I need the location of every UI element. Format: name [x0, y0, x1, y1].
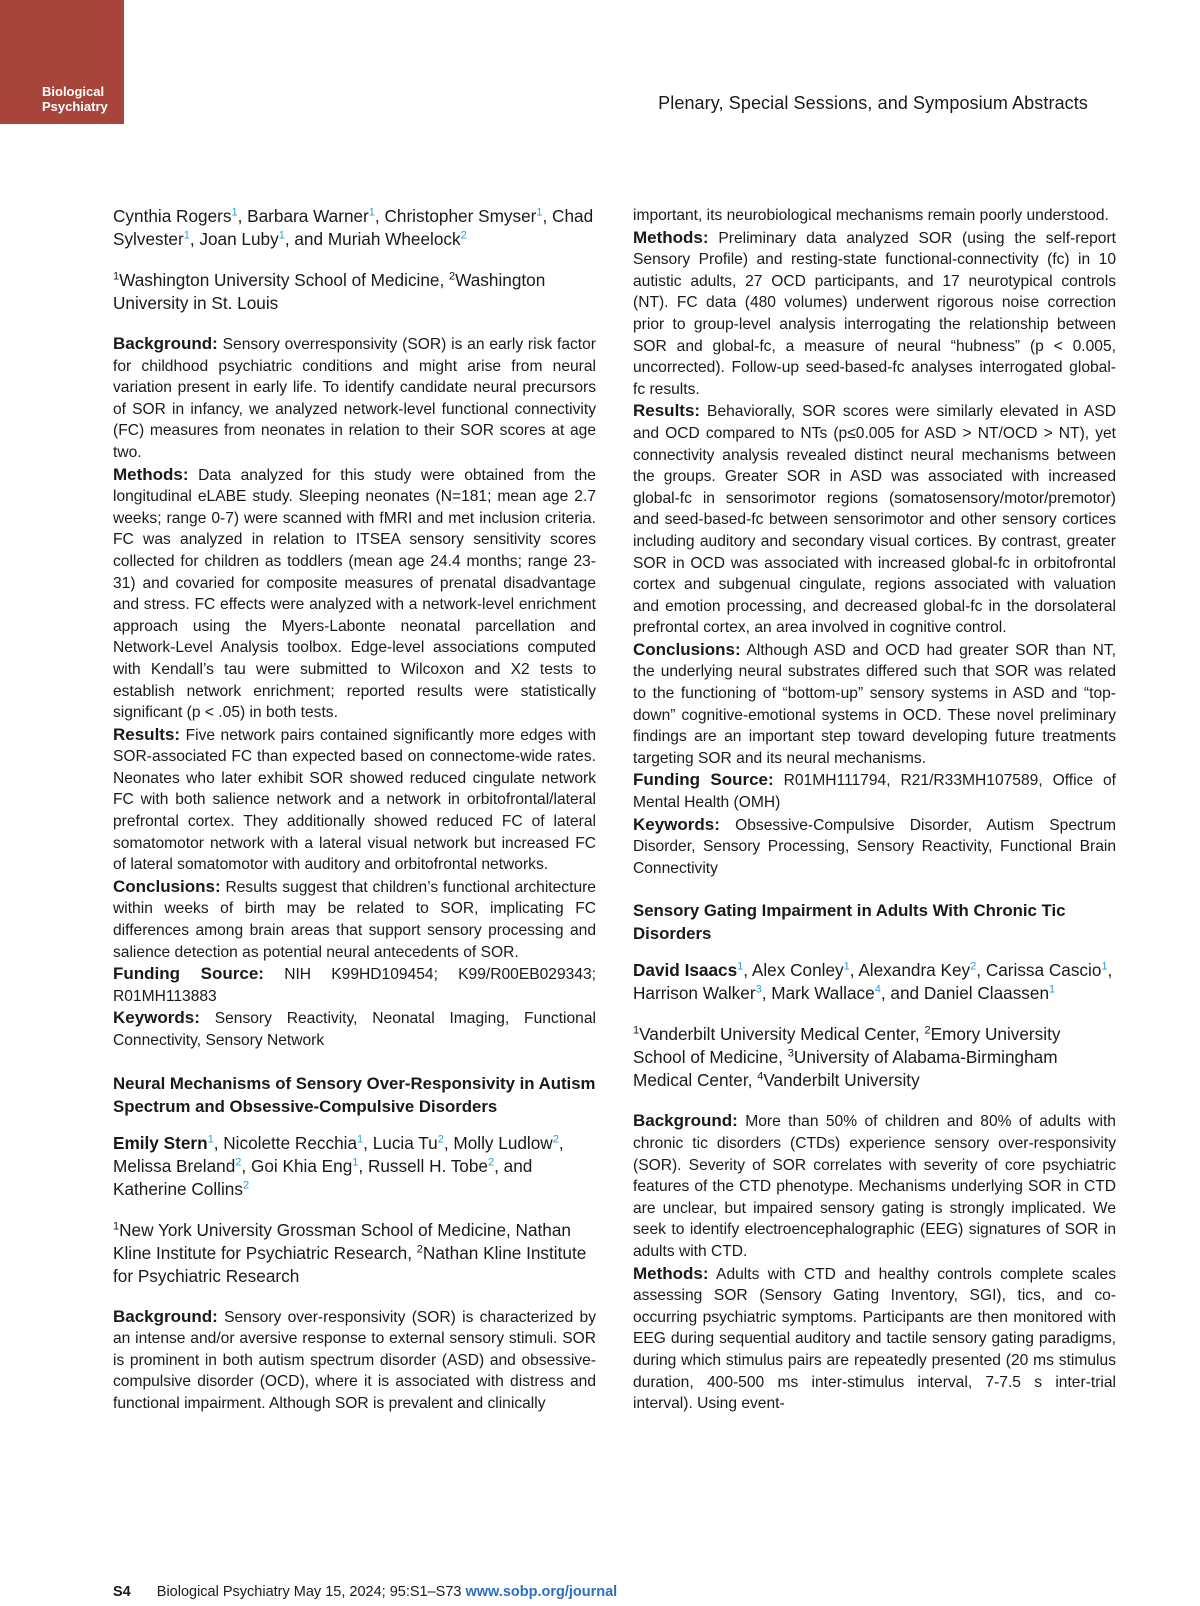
author-affiliation-mark: 1: [357, 1132, 364, 1145]
author-affiliation-mark: 2: [460, 229, 467, 242]
journal-link[interactable]: www.sobp.org/journal: [465, 1584, 618, 1600]
author-name: Melissa Breland: [113, 1155, 236, 1176]
abstract2-background: [113, 1306, 596, 1415]
author-name: Molly Ludlow: [453, 1132, 553, 1153]
abstract3-title: Sensory Gating Impairment in Adults With Chronic Tic Disorders: [633, 901, 1066, 944]
author-affiliation-mark: 1: [1049, 983, 1056, 996]
section-text: Sensory overresponsivity (SOR) is an early risk factor for childhood psychiatric conditions and might arise from neural variation present in early life. To identify candidate neural precursors of SOR in infancy, we analyzed network-level functional connectivity (FC) measures from neonates in relation to their SOR scores at age two.: [113, 336, 596, 461]
left-column: [113, 205, 596, 1415]
author-name: Daniel Claassen: [923, 983, 1050, 1004]
journal-name-line2: Psychiatry: [42, 99, 108, 114]
author-separator: , and: [880, 983, 924, 1004]
abstract-section: [113, 724, 596, 876]
affiliation-number: 4: [757, 1070, 764, 1083]
section-text: important, its neurobiological mechanisms remain poorly understood.: [633, 207, 1109, 224]
author-affiliation-mark: 2: [552, 1132, 559, 1145]
section-text: Results suggest that children’s functional architecture within weeks of birth may be related to SOR, implicating FC differences among brain areas that support sensory processing and salience detection as potential neural antecedents of SOR.: [113, 878, 596, 961]
section-text: Data analyzed for this study were obtained from the longitudinal eLABE study. Sleeping neonates (N=181; mean age 2.7 weeks; range 0-7) were scanned with fMRI and met inclusion criteria. FC was analyzed in relation to ITSEA sensory sensitivity scores collected for children as toddlers (mean age 24.4 months; range 23-31) and covaried for composite measures of prenatal disadvantage and stress. FC effects were analyzed with a network-level enrichment approach using the Myers-Labonte neonatal parcellation and Network-Level Analysis toolbox. Edge-level associations computed with Kendall’s tau were submitted to Wilcoxon and X2 tests to establish network enrichment; reported results were statistically significant (p < .05) in both tests.: [113, 466, 596, 722]
section-text: R01MH111794, R21/R33MH107589, Office of Mental Health (OMH): [633, 772, 1116, 812]
section-heading: Methods:: [633, 1263, 709, 1283]
section-heading: Background:: [113, 334, 218, 353]
author-affiliation-mark: 4: [874, 983, 881, 996]
author-separator: ,: [743, 960, 752, 981]
author-name: Katherine Collins: [113, 1178, 243, 1199]
author-affiliation-mark: 1: [368, 206, 375, 219]
author-name: Harrison Walker: [633, 983, 756, 1004]
affiliation-number: 2: [924, 1024, 931, 1037]
author-separator: ,: [358, 1155, 368, 1176]
affiliation-text: Vanderbilt University: [763, 1070, 920, 1091]
right-column: [633, 205, 1116, 1415]
section-text: Sensory over-responsivity (SOR) is characterized by an intense and/or aversive response to external sensory stimuli. SOR is prominent in both autism spectrum disorder (ASD) and obsessive-compulsive disorder (OCD), where it is associated with distress and functional impairment. Although SOR is prevalent and clinically: [113, 1308, 596, 1412]
author-separator: ,: [1107, 960, 1113, 981]
author-affiliation-mark: 1: [352, 1155, 359, 1168]
author-separator: ,: [241, 1155, 251, 1176]
abstract-section: [113, 464, 596, 724]
abstract-section: [633, 1263, 1116, 1415]
abstract2-background-continued: [633, 205, 1116, 227]
author-separator: ,: [558, 1132, 564, 1153]
author-affiliation-mark: 1: [278, 229, 285, 242]
section-text: Although ASD and OCD had greater SOR than NT, the underlying neural substrates differed such that SOR was related to the functioning of “bottom-up” sensory systems in ASD and “top-down” cognitive-emotional systems in OCD. These novel preliminary findings are an important step toward developing future treatments targeting SOR and its neural mechanisms.: [633, 641, 1116, 767]
abstract-section: [633, 769, 1116, 813]
section-heading: Results:: [633, 401, 701, 421]
citation: Biological Psychiatry May 15, 2024; 95:S1–S73: [156, 1584, 462, 1600]
abstract1-body: [113, 333, 596, 1052]
section-text: Behaviorally, SOR scores were similarly elevated in ASD and OCD compared to NTs (p≤0.005 for ASD > NT/OCD > NT), yet connectivity analysis revealed distinct neural mechanisms between the groups. Greater SOR in ASD was associated with increased global-fc in sensorimotor regions (somatosensory/motor/premotor) and seed-based-fc between sensorimotor and other sensory cortices including auditory and secondary visual cortices. By contrast, greater SOR in OCD was associated with increased global-fc in orbitofrontal cortex and subgenual cingulate, regions associated with valuation and emotion processing, and decreased global-fc in the dorsolateral prefrontal cortex, an area involved in cognitive control.: [633, 403, 1116, 637]
abstract3-body: [633, 1110, 1116, 1414]
abstract-section: [113, 876, 596, 963]
abstract-section: [633, 1110, 1116, 1262]
affiliation-number: 2: [416, 1242, 423, 1255]
author-affiliation-mark: 2: [970, 960, 977, 973]
author-name: Nicolette Recchia: [223, 1132, 358, 1153]
section-heading: Methods:: [113, 464, 189, 484]
author-separator: , and: [494, 1155, 533, 1176]
abstract-section: [633, 639, 1116, 770]
affiliation-text: New York University Grossman School of Medicine, Nathan Kline Institute for Psychiatric Research,: [113, 1219, 571, 1263]
section-header: Plenary, Special Sessions, and Symposium Abstracts: [658, 93, 1088, 113]
section-heading: Background:: [633, 1111, 738, 1131]
author-name: Muriah Wheelock: [327, 229, 461, 249]
section-heading: Conclusions:: [113, 876, 221, 896]
author-affiliation-mark: 3: [755, 983, 762, 996]
author-separator: ,: [213, 1132, 224, 1153]
author-name: Joan Luby: [199, 229, 279, 249]
author-separator: , and: [284, 229, 328, 249]
section-text: NIH K99HD109454; K99/R00EB029343; R01MH113883: [113, 966, 596, 1005]
abstract2-affiliations: [113, 1219, 596, 1288]
affiliation-number: 3: [787, 1047, 794, 1060]
author-affiliation-mark: 1: [207, 1132, 214, 1145]
affiliation-number: 1: [113, 1219, 120, 1232]
section-heading: Keywords:: [113, 1008, 200, 1028]
abstract1-authors: [113, 205, 596, 251]
author-name: Mark Wallace: [771, 983, 875, 1004]
affiliation-number: 1: [633, 1024, 640, 1037]
author-name: Emily Stern: [113, 1132, 208, 1153]
section-text: Preliminary data analyzed SOR (using the self-report Sensory Profile) and resting-state functional-connectivity (fc) in 10 autistic adults, 27 OCD participants, and 17 neurotypical controls (NT). FC data (480 volumes) underwent rigorous noise correction prior to group-level analysis interrogating the relationship between SOR and global-fc, a measure of neural “hubness” (p < 0.005, uncorrected). Follow-up seed-based-fc analyses interrogated global-fc results.: [633, 229, 1116, 398]
author-name: Chad Sylvester: [113, 206, 594, 249]
page-number: S4: [113, 1584, 131, 1600]
author-separator: ,: [363, 1132, 373, 1153]
author-affiliation-mark: 1: [183, 229, 190, 242]
author-affiliation-mark: 2: [437, 1132, 444, 1145]
author-name: Carissa Cascio: [985, 960, 1102, 981]
abstract-section: [113, 963, 596, 1007]
author-separator: ,: [849, 960, 859, 981]
abstract-section: [113, 1007, 596, 1051]
section-heading: Background:: [113, 1306, 218, 1326]
section-text: Adults with CTD and healthy controls complete scales assessing SOR (Sensory Gating Inventory, SGI), tics, and co-occurring psychiatric symptoms. Participants are then monitored with EEG during sequential auditory and tactile sensory gating paradigms, during which stimulus pairs are repeatedly presented (20 ms stimulus duration, 400-500 ms inter-stimulus interval, 7-7.5 s inter-trial interval). Using event-: [633, 1265, 1116, 1413]
affiliation-text: Emory University School of Medicine,: [633, 1024, 1061, 1068]
author-affiliation-mark: 1: [737, 960, 744, 973]
section-heading: Conclusions:: [633, 639, 741, 659]
section-heading: Methods:: [633, 227, 709, 247]
author-affiliation-mark: 1: [1101, 960, 1108, 973]
affiliation-text: Nathan Kline Institute for Psychiatric Research: [113, 1242, 587, 1286]
affiliation-number: 2: [449, 270, 456, 283]
author-name: Barbara Warner: [247, 206, 369, 226]
abstract2-authors: [113, 1132, 596, 1201]
section-heading: Funding Source:: [633, 770, 774, 790]
section-text: Five network pairs contained significantly more edges with SOR-associated FC than expected based on connectome-wide rates. Neonates who later exhibit SOR showed reduced cingulate network FC with both salience network and a network in orbitofrontal/lateral prefrontal cortex. They additionally showed reduced FC of lateral somatomotor network with a lateral visual network but increased FC of lateral somatomotor with auditory and orbitofrontal networks.: [113, 726, 596, 874]
author-separator: ,: [443, 1132, 454, 1153]
author-name: David Isaacs: [633, 960, 738, 981]
affiliation-text: University of Alabama-Birmingham Medical Center,: [633, 1047, 1058, 1091]
author-name: Goi Khia Eng: [250, 1155, 353, 1176]
section-heading: Keywords:: [633, 814, 720, 834]
author-separator: ,: [237, 206, 248, 226]
abstract1-affiliations: [113, 269, 596, 315]
page-footer: [113, 1584, 617, 1600]
author-affiliation-mark: 1: [536, 206, 543, 219]
author-separator: ,: [761, 983, 772, 1004]
affiliation-text: Washington University in St. Louis: [113, 270, 546, 313]
author-name: Alexandra Key: [858, 960, 971, 981]
author-affiliation-mark: 1: [843, 960, 850, 973]
journal-name-line1: Biological: [42, 84, 105, 99]
affiliation-text: Washington University School of Medicine,: [119, 270, 450, 290]
section-text: Obsessive-Compulsive Disorder, Autism Spectrum Disorder, Sensory Processing, Sensory Reactivity, Functional Brain Connectivity: [633, 816, 1116, 877]
author-separator: ,: [189, 229, 200, 249]
author-name: Christopher Smyser: [384, 206, 537, 226]
section-heading: Results:: [113, 724, 181, 744]
author-name: Russell H. Tobe: [367, 1155, 488, 1176]
journal-logo-tab: [0, 0, 124, 124]
abstract3-authors: [633, 959, 1116, 1005]
abstract-section: [633, 227, 1116, 401]
section-text: More than 50% of children and 80% of adults with chronic tic disorders (CTDs) experience sensory over-responsivity (SOR). Severity of SOR correlates with severity of core psychiatric features of the CTD phenotype. Mechanisms underlying SOR in CTD are unclear, but impaired sensory gating is strongly implicated. We seek to identify electroencephalographic (EEG) signatures of SOR in adults with CTD.: [633, 1113, 1116, 1260]
author-name: Alex Conley: [751, 960, 844, 981]
affiliation-text: Vanderbilt University Medical Center,: [639, 1024, 925, 1045]
author-name: Cynthia Rogers: [113, 206, 232, 226]
author-name: Lucia Tu: [372, 1132, 438, 1153]
author-separator: ,: [542, 206, 553, 226]
author-separator: ,: [976, 960, 986, 981]
section-heading: Funding Source:: [113, 964, 264, 984]
abstract-section: [633, 400, 1116, 639]
author-separator: ,: [374, 206, 385, 226]
author-affiliation-mark: 2: [242, 1178, 250, 1191]
abstract2-title: Neural Mechanisms of Sensory Over-Responsivity in Autism Spectrum and Obsessive-Compulsive Disorders: [113, 1073, 596, 1116]
abstract-section: [633, 814, 1116, 880]
affiliation-number: 1: [113, 270, 120, 283]
author-affiliation-mark: 2: [488, 1155, 495, 1168]
author-affiliation-mark: 1: [231, 206, 238, 219]
author-affiliation-mark: 2: [235, 1155, 242, 1168]
abstract3-affiliations: [633, 1023, 1116, 1092]
section-text: Sensory Reactivity, Neonatal Imaging, Functional Connectivity, Sensory Network: [113, 1010, 596, 1049]
abstract2-body: [633, 227, 1116, 880]
abstract-section: [113, 333, 596, 464]
